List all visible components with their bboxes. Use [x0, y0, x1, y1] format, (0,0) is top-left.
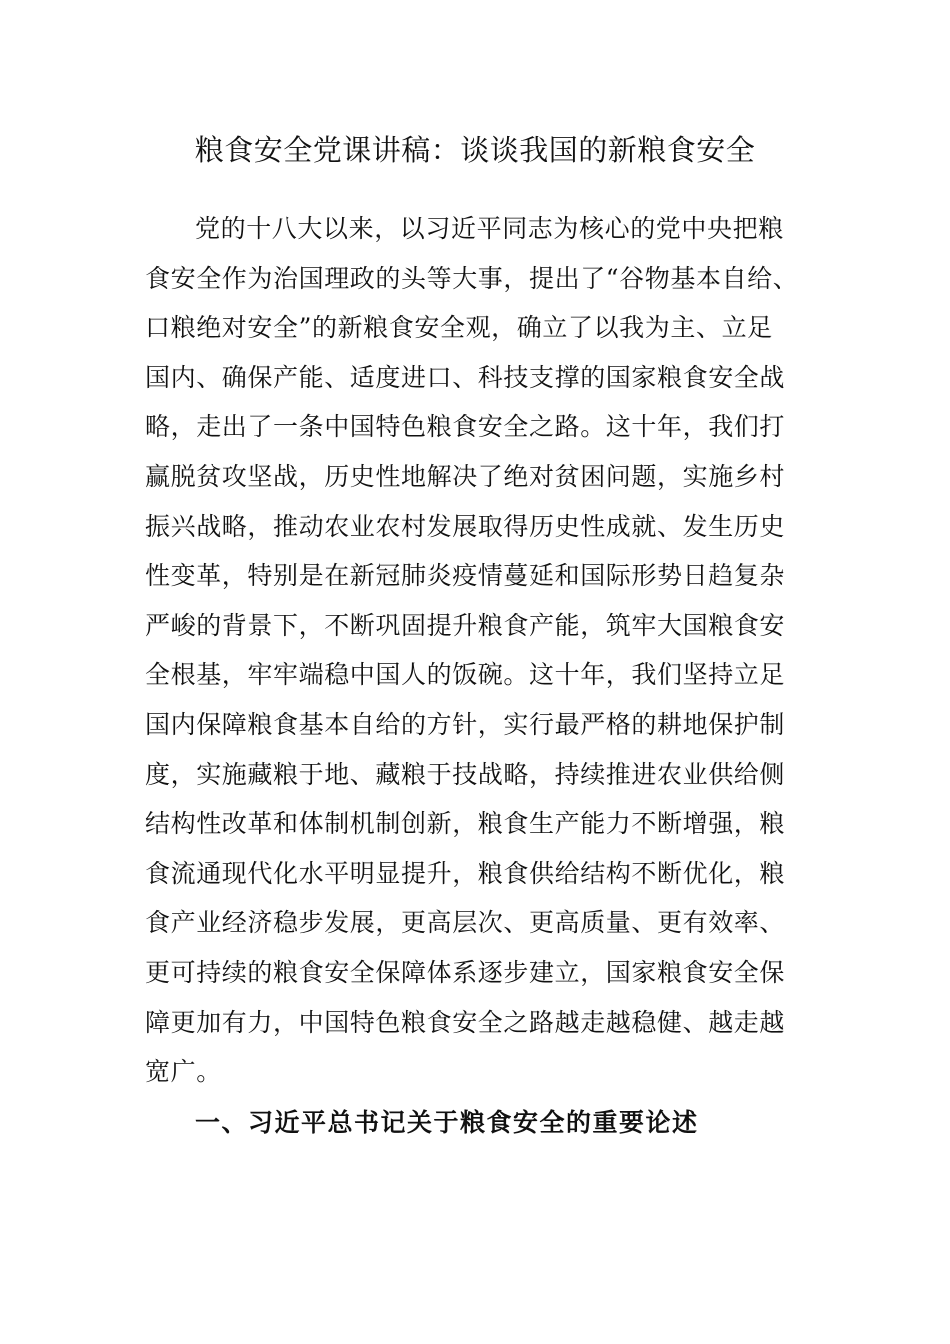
paragraph-line: 更可持续的粮食安全保障体系逐步建立，国家粮食安全保	[145, 957, 786, 987]
paragraph-line: 结构性改革和体制机制创新，粮食生产能力不断增强，粮	[145, 809, 786, 839]
paragraph-line: 略，走出了一条中国特色粮食安全之路。这十年，我们打	[145, 412, 786, 442]
document-title: 粮食安全党课讲稿：谈谈我国的新粮食安全	[194, 133, 756, 167]
paragraph-line: 性变革，特别是在新冠肺炎疫情蔓延和国际形势日趋复杂	[145, 561, 786, 591]
paragraph-line: 障更加有力，中国特色粮食安全之路越走越稳健、越走越	[145, 1007, 786, 1037]
paragraph-line: 口粮绝对安全”的新粮食安全观，确立了以我为主、立足	[145, 313, 773, 343]
paragraph-line: 宽广。	[145, 1057, 222, 1087]
paragraph-line: 国内保障粮食基本自给的方针，实行最严格的耕地保护制	[145, 709, 786, 739]
paragraph-line: 严峻的背景下，不断巩固提升粮食产能，筑牢大国粮食安	[145, 610, 786, 640]
paragraph-line: 党的十八大以来，以习近平同志为核心的党中央把粮	[195, 214, 784, 243]
paragraph-line: 食产业经济稳步发展，更高层次、更高质量、更有效率、	[145, 908, 786, 938]
paragraph-line: 赢脱贫攻坚战，历史性地解决了绝对贫困问题，实施乡村	[145, 461, 786, 491]
paragraph-line: 国内、确保产能、适度进口、科技支撑的国家粮食安全战	[145, 362, 786, 392]
paragraph-line: 全根基，牢牢端稳中国人的饭碗。这十年，我们坚持立足	[145, 660, 786, 690]
paragraph-line: 食安全作为治国理政的头等大事，提出了“谷物基本自给、	[145, 263, 799, 293]
section-heading: 一、习近平总书记关于粮食安全的重要论述	[195, 1108, 699, 1137]
paragraph-line: 度，实施藏粮于地、藏粮于技战略，持续推进农业供给侧	[145, 759, 786, 789]
paragraph-line: 振兴战略，推动农业农村发展取得历史性成就、发生历史	[145, 511, 786, 541]
paragraph-line: 食流通现代化水平明显提升，粮食供给结构不断优化，粮	[145, 858, 786, 888]
intro-paragraph	[145, 204, 805, 1097]
